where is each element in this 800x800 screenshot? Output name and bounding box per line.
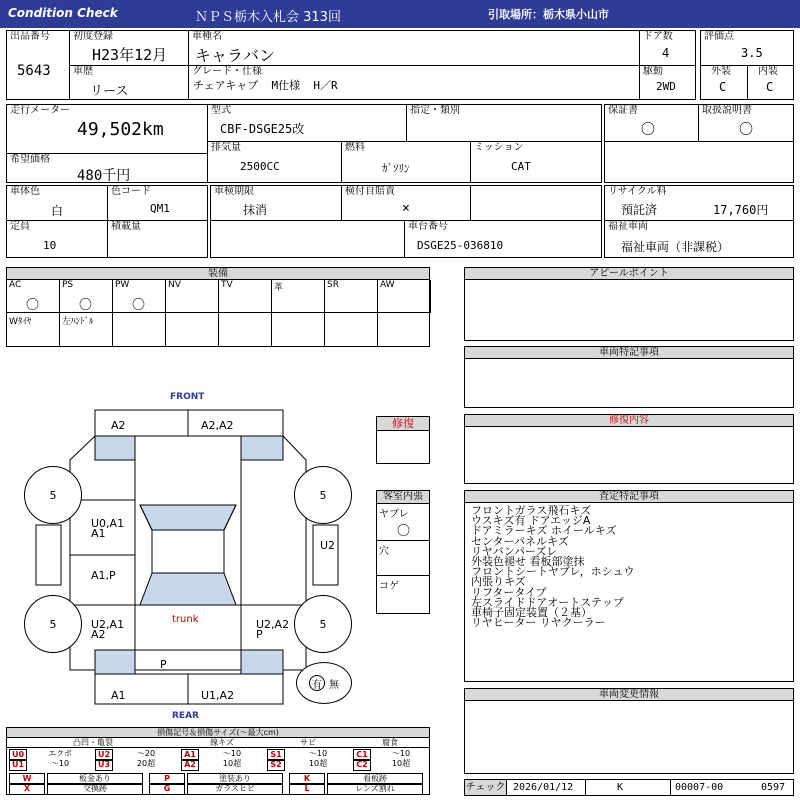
legend-group-label: 腐食 (382, 738, 398, 747)
appeal-panel (464, 267, 794, 341)
legend-mark-desc: レンズ割れ (327, 783, 423, 795)
cabin-yabure-label: ヤブレ (379, 509, 409, 520)
mileage: 49,502km (77, 119, 164, 140)
footer-number: 0597 (761, 782, 786, 793)
inspection-note-line: ウスキズ有 ドアエッジA (471, 514, 591, 528)
recycle-cell (604, 185, 794, 221)
equipment-item-mark: 〇 (132, 298, 146, 313)
damage-front-left: A2 (111, 419, 126, 432)
capacity-label: 定員 (10, 221, 30, 232)
cabin-koge-row (377, 576, 429, 613)
cabin-title: 客室内張 (377, 491, 429, 504)
equipment-item-row2 (272, 313, 325, 346)
pickup-location: 引取場所：栃木県小山市 (488, 8, 609, 21)
legend-code: U2 (95, 749, 113, 761)
exterior-label: 外装 (711, 66, 731, 77)
legend-title: 損傷記号＆損傷サイズ(〜最大cm) (7, 728, 429, 738)
designation-label: 指定・類別 (410, 105, 460, 116)
score: 3.5 (741, 46, 763, 60)
legend-code-desc: 〜10 (50, 759, 70, 768)
footer-bar (464, 779, 794, 796)
rear-label: REAR (172, 711, 199, 721)
legend-code: C1 (353, 749, 371, 761)
damage-rear-right: U1,A2 (201, 689, 235, 702)
legend-code-desc: 〜10 (391, 749, 411, 758)
recycle-amount: 17,760円 (713, 203, 769, 217)
checker: K (617, 782, 624, 793)
warranty: 〇 (641, 122, 655, 138)
fuel-cell (341, 141, 471, 183)
legend-mark-code: X (9, 783, 45, 795)
history-label: 車歴 (73, 66, 93, 77)
interior: C (766, 80, 774, 94)
seal-yes-icon (309, 675, 325, 691)
inspection-note-line: 車椅子固定装置（２基） (471, 606, 592, 619)
name-cell (188, 30, 640, 66)
legend-mark-desc: ガラスヒビ (187, 783, 283, 795)
fender-fl (95, 436, 135, 460)
equipment-item-row2 (7, 313, 60, 346)
inspection: 抹消 (243, 203, 268, 217)
cabin-ana-label: 穴 (379, 546, 389, 557)
fender-rr (241, 650, 283, 674)
equipment-item-row2 (325, 313, 378, 346)
capacity-cell (6, 220, 108, 258)
legend-code: S2 (267, 759, 285, 771)
legend-group-label: サビ (300, 738, 316, 747)
trunk-label: trunk (172, 614, 199, 625)
drive-label: 駆動 (643, 66, 663, 77)
recycle-label: リサイクル料 (608, 186, 667, 197)
model-label: 型式 (211, 105, 231, 116)
legend-group-label: 凸凹・亀裂 (73, 738, 113, 747)
equipment-item-row2 (219, 313, 272, 346)
cabin-ana-row (377, 541, 429, 576)
warranty-label: 保証書 (608, 105, 638, 116)
inspection-label: 車検期限 (214, 186, 254, 197)
mirror-right (313, 525, 338, 585)
warranty-cell (604, 104, 699, 142)
liability-cell (341, 185, 471, 221)
load-label: 積載量 (111, 221, 141, 232)
equipment-item-mark: 〇 (79, 298, 93, 313)
equipment-item-label: NV (168, 280, 181, 290)
rear-window (140, 573, 236, 605)
lot-label: 出品番号 (10, 31, 50, 42)
history-cell (69, 65, 189, 100)
drive: 2WD (656, 80, 676, 93)
equipment-title: 装備 (7, 268, 429, 280)
seal-yes-text: 有 (312, 679, 322, 691)
mileage-cell (6, 104, 208, 154)
legend-mark-code: L (289, 783, 325, 795)
inspection-note-line: リフタータイプ (471, 585, 547, 599)
inspection-note-line: 左スライドドアオートステップ (471, 595, 624, 609)
legend-code-desc: 〜10 (308, 749, 328, 758)
liability: × (402, 201, 410, 216)
equipment-box (6, 267, 430, 347)
tire-rl-icon (24, 595, 82, 653)
color-code-cell (107, 185, 208, 221)
tire-fr-value: 5 (319, 488, 327, 502)
equipment-item (272, 280, 325, 313)
color: 白 (51, 204, 64, 218)
appeal-title: アピールポイント (465, 268, 793, 280)
damage-rear-left: A1 (111, 689, 126, 702)
fender-fr (241, 436, 283, 460)
tire-rr-value: 5 (319, 617, 327, 631)
windshield (140, 505, 236, 530)
price: 480千円 (77, 168, 131, 184)
color-label: 車体色 (10, 186, 40, 197)
doors-label: ドア数 (643, 31, 673, 42)
grade-cell (188, 65, 640, 100)
equipment-item-mark: 〇 (26, 298, 40, 313)
inspection-title: 査定特記事項 (465, 491, 793, 503)
equipment-item-label: 革 (274, 283, 284, 293)
change-panel (464, 688, 794, 774)
legend-code: U0 (9, 749, 27, 761)
blank-cell-3 (210, 220, 405, 258)
seal-no-text: 無 (329, 679, 339, 691)
legend-code-desc: 〜20 (136, 749, 156, 758)
equipment-item (60, 280, 113, 313)
header-bar (0, 0, 800, 28)
damage-right-rear: U2,A2 P (256, 618, 290, 641)
legend-mark-code: G (149, 783, 185, 795)
legend-code: A1 (181, 749, 199, 761)
legend-mark-code: P (149, 773, 185, 785)
grade: チェアキャブ M仕様 H／R (193, 79, 338, 92)
equipment-item (378, 280, 431, 313)
tire-rl-value: 5 (49, 617, 57, 631)
legend-code-desc: 10超 (222, 759, 242, 768)
lot-number: 5643 (17, 63, 51, 79)
load-cell (107, 220, 208, 258)
manual-label: 取扱説明書 (702, 105, 752, 116)
interior-cell (747, 65, 794, 100)
manual: 〇 (739, 122, 753, 138)
fender-rl (95, 650, 135, 674)
damage-left-front-door: U0,A1 A1 (91, 517, 125, 540)
exterior-cell (700, 65, 748, 100)
legend-box (6, 727, 430, 795)
inspection-note-line: ドアミラーキズ ホイールキズ (471, 524, 617, 538)
legend-code-desc: 〜10 (222, 749, 242, 758)
liability-label: 検付自賠責 (345, 186, 395, 197)
legend-code-desc: エクボ (48, 749, 72, 758)
inspection-cell (210, 185, 342, 221)
equipment-item (166, 280, 219, 313)
score-label: 評価点 (704, 31, 734, 42)
equipment-item-row2 (166, 313, 219, 346)
legend-mark-desc: 板金あり (47, 773, 143, 785)
equipment-item-label: PS (62, 280, 74, 290)
displacement-cell (207, 141, 342, 183)
price-cell (6, 153, 208, 183)
legend-code: C2 (353, 759, 371, 771)
mileage-label: 走行メーター (10, 105, 70, 116)
header-center-title: ＮＰＳ栃木入札会 313回 (195, 10, 341, 25)
doors: 4 (662, 46, 670, 60)
legend-mark-code: K (289, 773, 325, 785)
legend-code-desc: 20超 (136, 759, 156, 768)
grade-label: グレード・仕様 (192, 66, 262, 77)
change-title: 車両変更情報 (465, 689, 793, 701)
legend-code-desc: 10超 (391, 759, 411, 768)
legend-mark-desc: 交換跡 (47, 783, 143, 795)
price-label: 希望価格 (10, 154, 50, 165)
repair-content-panel (464, 414, 794, 484)
footer-code: 00007-00 (675, 782, 724, 793)
color-code-label: 色コード (111, 186, 151, 197)
inspection-note-line: 内張りキズ (471, 575, 526, 589)
model: CBF-DSGE25改 (220, 122, 305, 136)
designation-cell (406, 104, 602, 142)
model-cell (207, 104, 407, 142)
equipment-item (113, 280, 166, 313)
cabin-yabure-row (377, 504, 429, 541)
legend-group-label: 線キズ (210, 738, 234, 747)
inspection-note-line: 外装色褪せ 看板部塗抹 (471, 555, 585, 568)
legend-group-row (7, 738, 429, 748)
tire-fl-icon (24, 466, 82, 524)
inspection-panel (464, 490, 794, 682)
inspection-note-line: フロントガラス飛石キズ (471, 504, 592, 517)
manual-cell (698, 104, 794, 142)
capacity: 10 (43, 239, 57, 252)
damage-front-right: A2,A2 (201, 419, 234, 432)
score-cell (700, 30, 794, 66)
mission-cell (470, 141, 602, 183)
tire-rr-icon (294, 595, 352, 653)
welfare: 福祉車両（非課税） (621, 240, 730, 254)
chassis: DSGE25-036810 (417, 239, 504, 252)
vehicle-name: キャラバン (195, 46, 276, 65)
repair-box (376, 416, 430, 464)
first-reg: H23年12月 (92, 46, 168, 64)
legend-code: A2 (181, 759, 199, 771)
special-title: 車両特記事項 (465, 347, 793, 359)
blank-cell-1 (604, 141, 794, 183)
equipment-item (219, 280, 272, 313)
recycle-status: 預託済 (621, 203, 658, 217)
roof (152, 530, 224, 573)
doors-cell (639, 30, 696, 66)
blank-cell-2 (470, 185, 602, 221)
legend-code: U1 (9, 759, 27, 771)
legend-code: U3 (95, 759, 113, 771)
equipment-item-row2 (113, 313, 166, 346)
drive-cell (639, 65, 696, 100)
inspection-note-line: フロントシートヤブレ，ホシュウ (471, 565, 635, 579)
first-reg-cell (69, 30, 189, 66)
history: リース (90, 84, 129, 99)
exterior: C (719, 80, 727, 94)
mission: CAT (511, 160, 531, 173)
inspection-note-line: センターパネルキズ (471, 534, 569, 548)
lot-cell (6, 30, 70, 100)
seal-oval (296, 662, 352, 704)
equipment-item-label: AW (380, 280, 395, 290)
header-left-title: Condition Check (8, 6, 118, 20)
cabin-koge-label: コゲ (379, 581, 399, 592)
chassis-cell (404, 220, 602, 258)
equipment-item (7, 280, 60, 313)
welfare-label: 福祉車両 (608, 221, 648, 232)
name-label: 車種名 (192, 31, 222, 42)
legend-code-desc: 10超 (308, 759, 328, 768)
equipment-item (325, 280, 378, 313)
legend-mark-code: W (9, 773, 45, 785)
equipment-item-label: SR (327, 280, 339, 290)
tire-fr-icon (294, 466, 352, 524)
special-panel (464, 346, 794, 408)
check-label: チェック (465, 782, 506, 793)
interior-label: 内装 (758, 66, 778, 77)
fuel-label: 燃料 (345, 142, 365, 153)
equipment-row2-label: 左ﾊﾝﾄﾞﾙ (62, 317, 94, 327)
repair-content-title: 修復内容 (465, 415, 793, 427)
legend-mark-desc: 看板跡 (327, 773, 423, 785)
displacement: 2500CC (240, 160, 280, 173)
damage-left-rear: U2,A1 A2 (91, 618, 125, 641)
damage-rear-bumper-upper: P (160, 658, 167, 671)
equipment-item-label: PW (115, 280, 130, 290)
cabin-yabure-mark: 〇 (397, 524, 411, 539)
cabin-box (376, 490, 430, 614)
repair-title: 修復 (377, 417, 429, 431)
damage-right-mid: U2 (320, 539, 336, 552)
equipment-item-row2 (60, 313, 113, 346)
fuel: ｶﾞｿﾘﾝ (382, 162, 410, 175)
equipment-item-label: TV (221, 280, 233, 290)
inspection-note-line: リヤバンパーズレ (471, 544, 558, 558)
legend-mark-desc: 塗装あり (187, 773, 283, 785)
check-date: 2026/01/12 (513, 782, 574, 793)
legend-code: S1 (267, 749, 285, 761)
color-code: QM1 (150, 202, 170, 215)
first-reg-label: 初度登録 (73, 31, 113, 42)
equipment-row2-label: Wﾀｲﾔ (9, 317, 32, 327)
front-label: FRONT (170, 392, 205, 402)
chassis-label: 車台番号 (408, 221, 448, 232)
displacement-label: 排気量 (211, 142, 241, 153)
welfare-cell (604, 220, 794, 258)
inspection-note-line: リヤヒーター リヤクーラー (471, 616, 606, 630)
footer-divider-1 (585, 780, 586, 795)
footer-divider-2 (670, 780, 671, 795)
mission-label: ミッション (474, 142, 524, 153)
mirror-left (36, 525, 61, 585)
damage-left-mid: A1,P (91, 569, 116, 582)
tire-fl-value: 5 (49, 488, 57, 502)
equipment-item-label: AC (9, 280, 22, 290)
color-cell (6, 185, 108, 221)
